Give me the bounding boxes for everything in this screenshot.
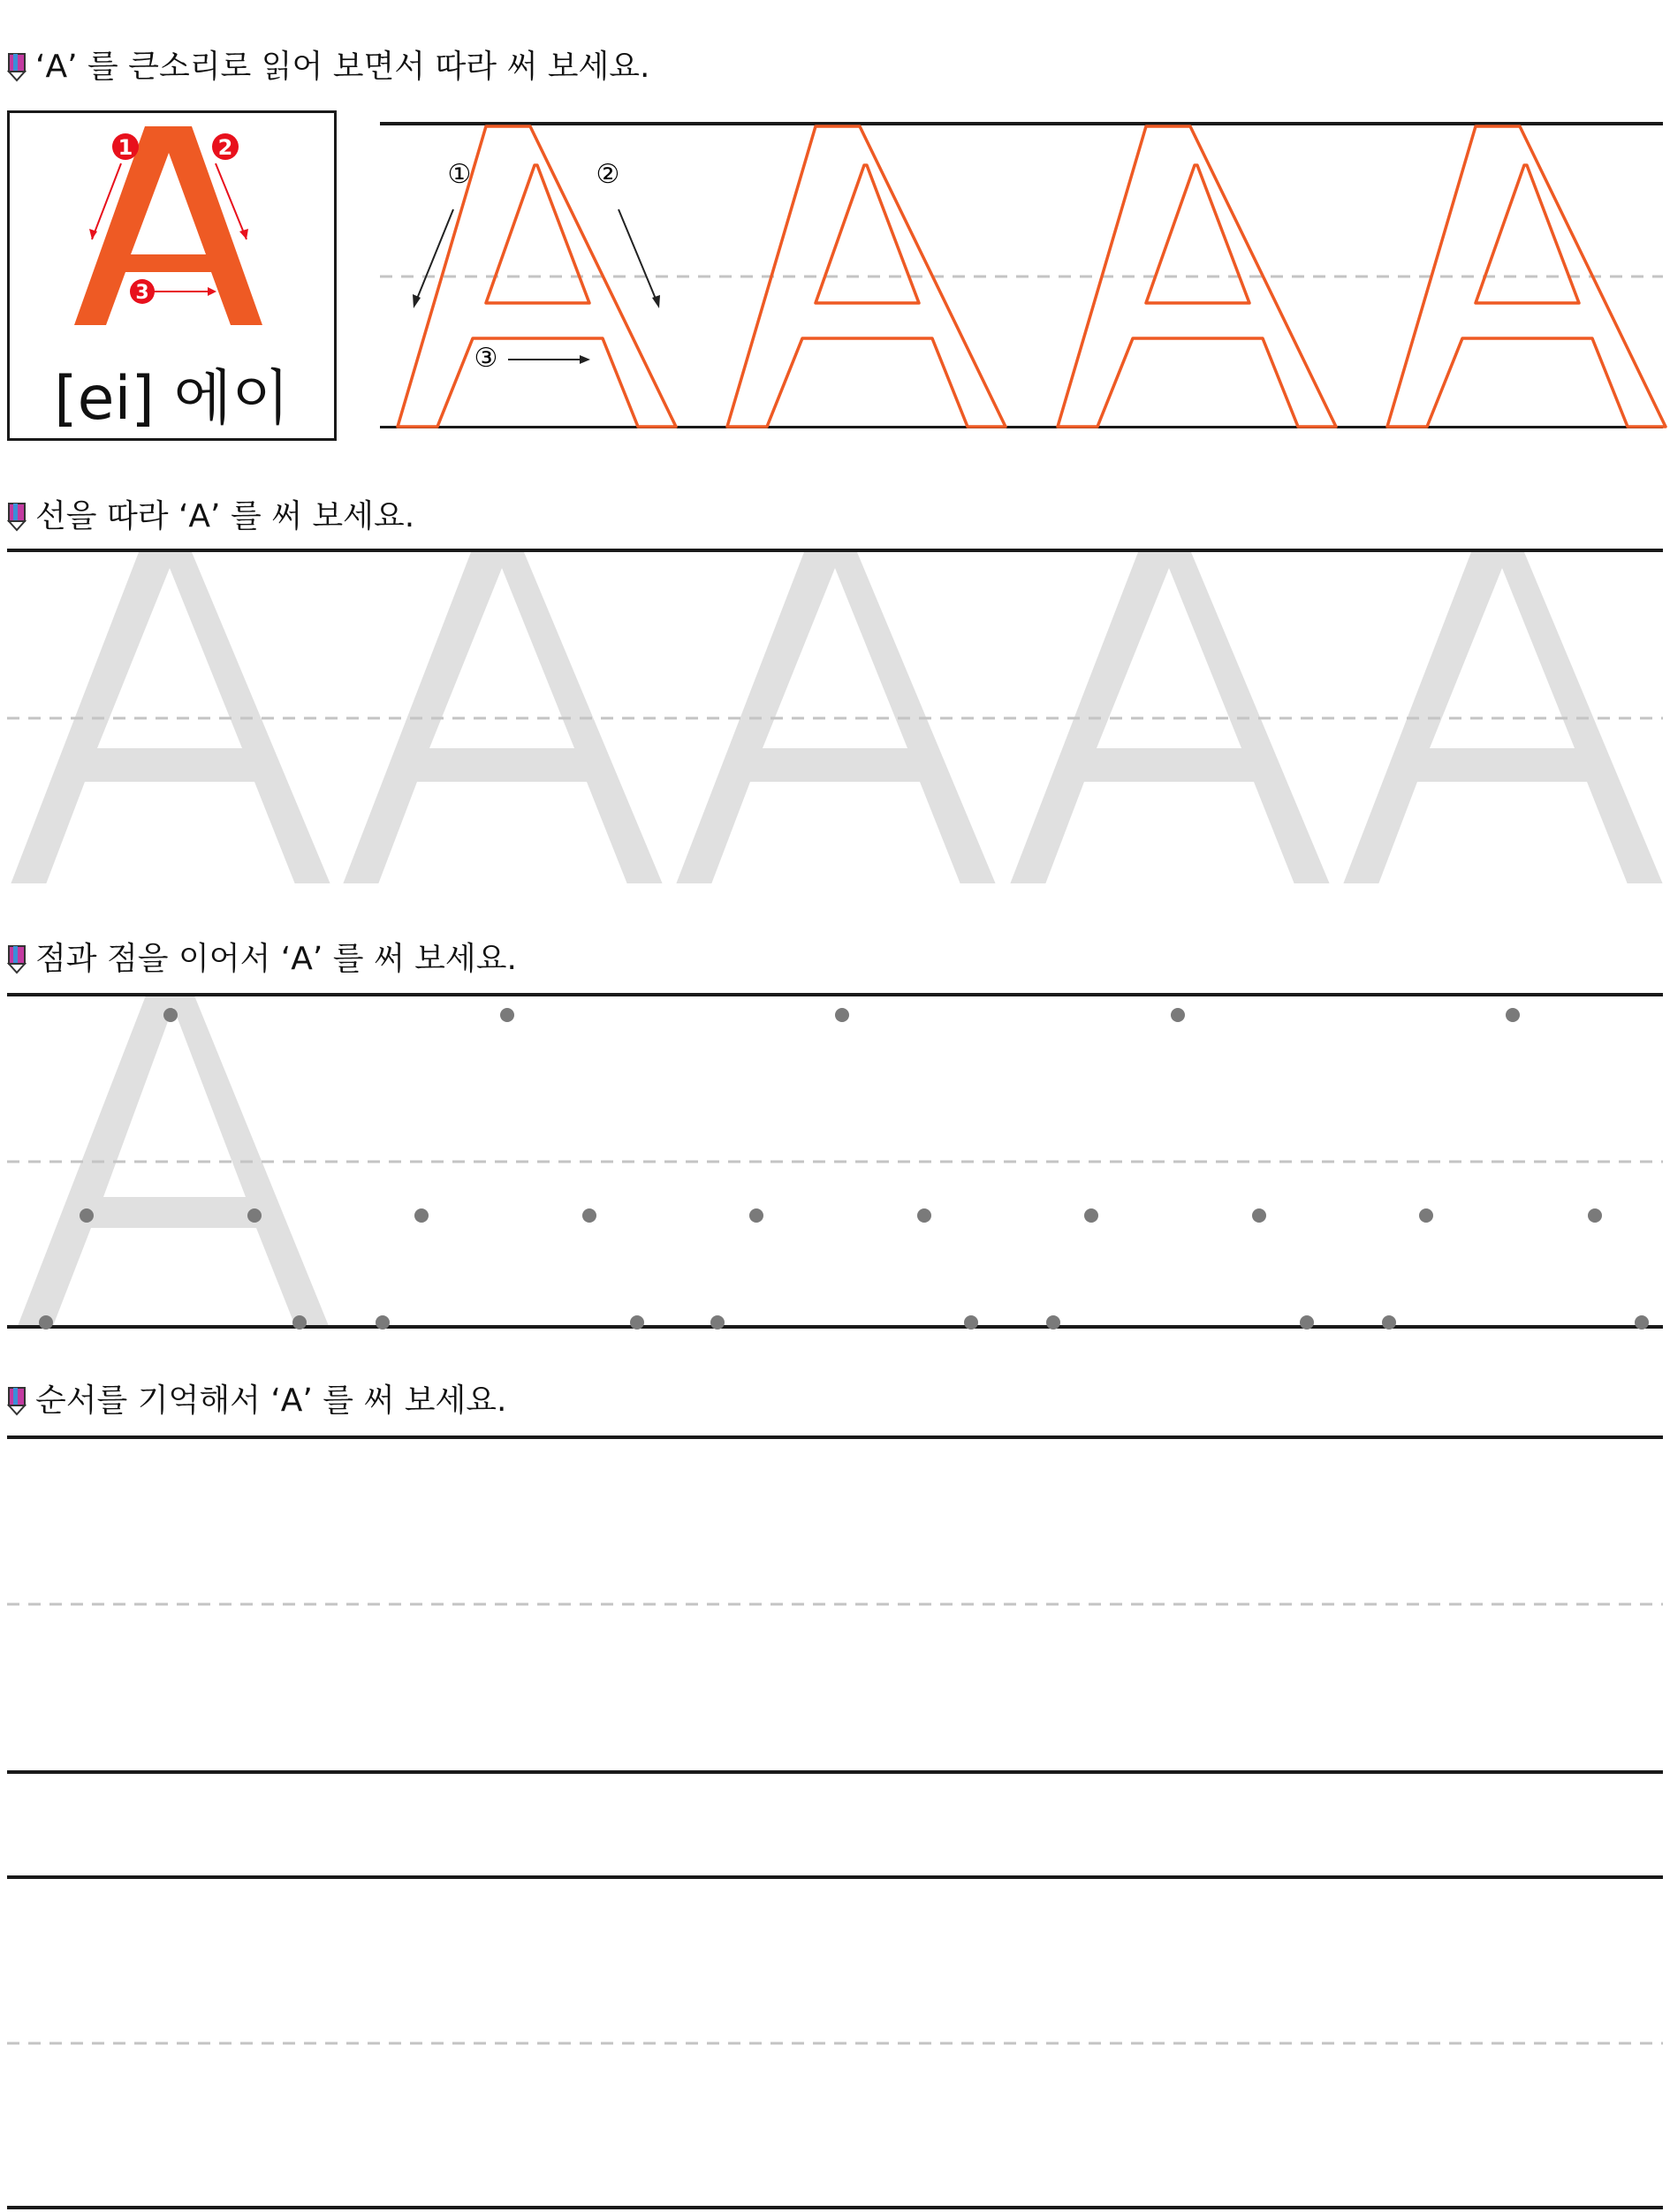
guide-dot[interactable]: [582, 1208, 596, 1223]
instruction-step2-text: 선을 따라 ‘A’ 를 써 보세요.: [35, 498, 415, 534]
guide-dot[interactable]: [39, 1315, 53, 1329]
guide-dot[interactable]: [292, 1315, 307, 1329]
guide-dot[interactable]: [247, 1208, 262, 1223]
guide-dot[interactable]: [414, 1208, 429, 1223]
stroke-mark-3: ③: [474, 343, 498, 374]
guide-dot[interactable]: [1588, 1208, 1602, 1223]
guide-dot[interactable]: [1084, 1208, 1098, 1223]
instruction-step3-text: 점과 점을 이어서 ‘A’ 를 써 보세요.: [35, 941, 517, 977]
trace-ghost-row[interactable]: [0, 543, 1670, 883]
guide-dot[interactable]: [1046, 1315, 1060, 1329]
guide-dot[interactable]: [630, 1315, 644, 1329]
guide-dot[interactable]: [80, 1208, 94, 1223]
guide-dot[interactable]: [376, 1315, 390, 1329]
guide-dot[interactable]: [163, 1008, 178, 1022]
guide-dot[interactable]: [917, 1208, 931, 1223]
svg-text:3: 3: [135, 282, 149, 304]
stroke-mark-2: ②: [596, 159, 620, 190]
stroke-mark-1: ①: [447, 159, 472, 190]
crayon-icon: [7, 944, 27, 974]
free-write-row-1[interactable]: [0, 1429, 1670, 1774]
instruction-step2: [7, 498, 415, 534]
pronunciation-label: [ei] 에이: [54, 364, 290, 434]
guide-dot[interactable]: [1252, 1208, 1266, 1223]
guide-dot[interactable]: [1300, 1315, 1314, 1329]
guide-dot[interactable]: [1171, 1008, 1185, 1022]
guide-dot[interactable]: [1419, 1208, 1433, 1223]
instruction-step4: [7, 1382, 507, 1419]
guide-dot[interactable]: [1506, 1008, 1520, 1022]
instruction-step1-text: ‘A’ 를 큰소리로 읽어 보면서 따라 써 보세요.: [35, 49, 650, 85]
guide-dot[interactable]: [749, 1208, 763, 1223]
crayon-icon: [7, 1386, 27, 1416]
guide-dot[interactable]: [1382, 1315, 1396, 1329]
instruction-step3: [7, 943, 517, 975]
guide-dot[interactable]: [964, 1315, 978, 1329]
guide-dot[interactable]: [500, 1008, 514, 1022]
free-write-row-2[interactable]: [0, 1867, 1670, 2211]
guide-dot[interactable]: [710, 1315, 725, 1329]
crayon-icon: [7, 502, 27, 532]
crayon-icon: [7, 52, 27, 82]
ghost-letter-A: [18, 996, 329, 1326]
trace-outline-row: [0, 110, 1670, 434]
instruction-step4-text: 순서를 기억해서 ‘A’ 를 써 보세요.: [35, 1382, 507, 1419]
guide-dot[interactable]: [1635, 1315, 1649, 1329]
guide-dot[interactable]: [835, 1008, 849, 1022]
dot-connect-row[interactable]: [0, 985, 1670, 1334]
stroke-arrow-2: [619, 209, 657, 303]
svg-text:1: 1: [118, 135, 133, 160]
svg-text:2: 2: [217, 135, 233, 160]
instruction-step1: [7, 51, 649, 83]
